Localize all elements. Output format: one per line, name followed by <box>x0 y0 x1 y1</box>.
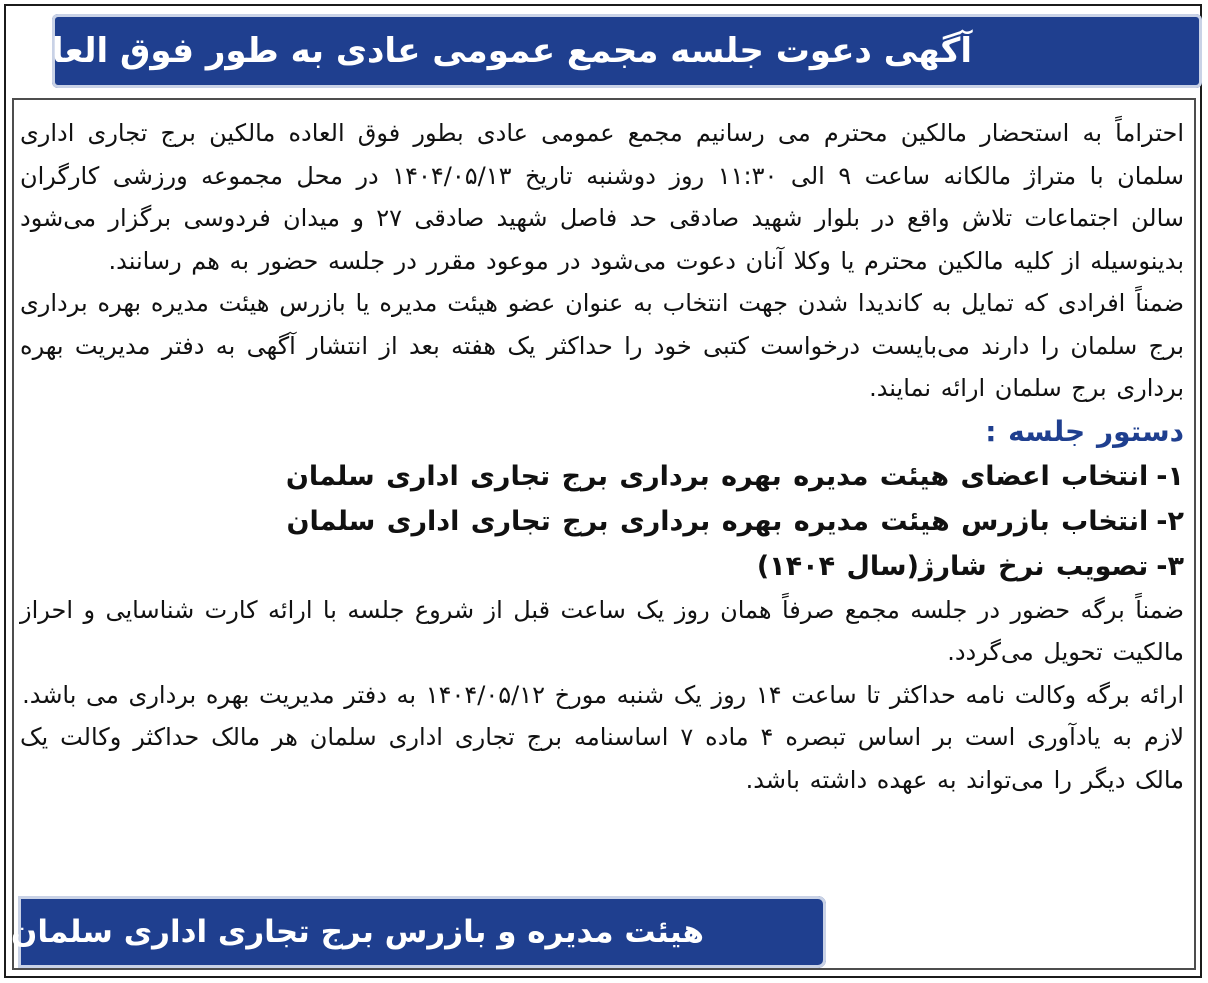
agenda-item-text: انتخاب اعضای هیئت مدیره بهره برداری برج تجاری اداری سلمان <box>285 460 1149 492</box>
notice-body <box>20 112 1184 801</box>
notice-page <box>4 4 1202 978</box>
agenda-item-number: ۱- <box>1156 460 1184 492</box>
agenda-item <box>20 454 1184 499</box>
paragraph-invitation: احتراماً به استحضار مالکین محترم می رسانیم مجمع عمومی عادی بطور فوق العاده مالکین برج تجاری اداری سلمان با متراژ مالکانه ساعت ۹ الی ۱۱:۳۰ روز دوشنبه تاریخ ۱۴۰۴/۰۵/۱۳ در محل مجموعه ورزشی کارگران سالن اجتماعات تلاش واقع در بلوار شهید صادقی حد فاصل شهید صادقی ۲۷ و میدان فردوسی برگزار می‌شود بدینوسیله از کلیه مالکین محترم یا وکلا آنان دعوت می‌شود در موعود مقرر در جلسه حضور به هم رسانند. <box>20 119 1184 275</box>
agenda-heading: دستور جلسه : <box>985 414 1184 448</box>
agenda-list <box>20 454 1184 589</box>
agenda-item-text: تصویب نرخ شارژ(سال ۱۴۰۴) <box>756 550 1149 582</box>
paragraph-proxy-deadline: ارائه برگه وکالت نامه حداکثر تا ساعت ۱۴ روز یک شنبه مورخ ۱۴۰۴/۰۵/۱۲ به دفتر مدیریت بهره برداری می باشد. <box>22 680 1184 709</box>
paragraph-candidates: ضمناً افرادی که تمایل به کاندیدا شدن جهت انتخاب به عنوان عضو هیئت مدیره یا بازرس هیئت مدیره بهره برداری برج سلمان را دارند می‌بایست درخواست کتبی خود را حداکثر یک هفته بعد از انتشار آگهی به دفتر مدیریت بهره برداری برج سلمان ارائه نمایند. <box>20 289 1184 402</box>
agenda-item <box>20 544 1184 589</box>
notice-body-box <box>12 98 1196 970</box>
title-banner <box>14 14 1202 88</box>
agenda-item-number: ۳- <box>1156 550 1184 582</box>
paragraph-attendance-slip: ضمناً برگه حضور در جلسه مجمع صرفاً همان روز یک ساعت قبل از شروع جلسه با ارائه کارت شناسایی و احراز مالکیت تحویل می‌گردد. <box>20 595 1184 666</box>
signature-banner <box>10 896 826 968</box>
notice-title: آگهی دعوت جلسه مجمع عمومی عادی به طور فوق العاده <box>14 31 972 71</box>
agenda-item <box>20 499 1184 544</box>
signature-text: هیئت مدیره و بازرس برج تجاری اداری سلمان <box>10 914 704 950</box>
paragraph-proxy-rule: لازم به یادآوری است بر اساس تبصره ۴ ماده ۷ اساسنامه برج تجاری اداری سلمان هر مالک حداکثر وکالت یک مالک دیگر را می‌تواند به عهده داشته باشد. <box>20 723 1185 794</box>
agenda-item-number: ۲- <box>1156 505 1184 537</box>
agenda-item-text: انتخاب بازرس هیئت مدیره بهره برداری برج تجاری اداری سلمان <box>286 505 1149 537</box>
